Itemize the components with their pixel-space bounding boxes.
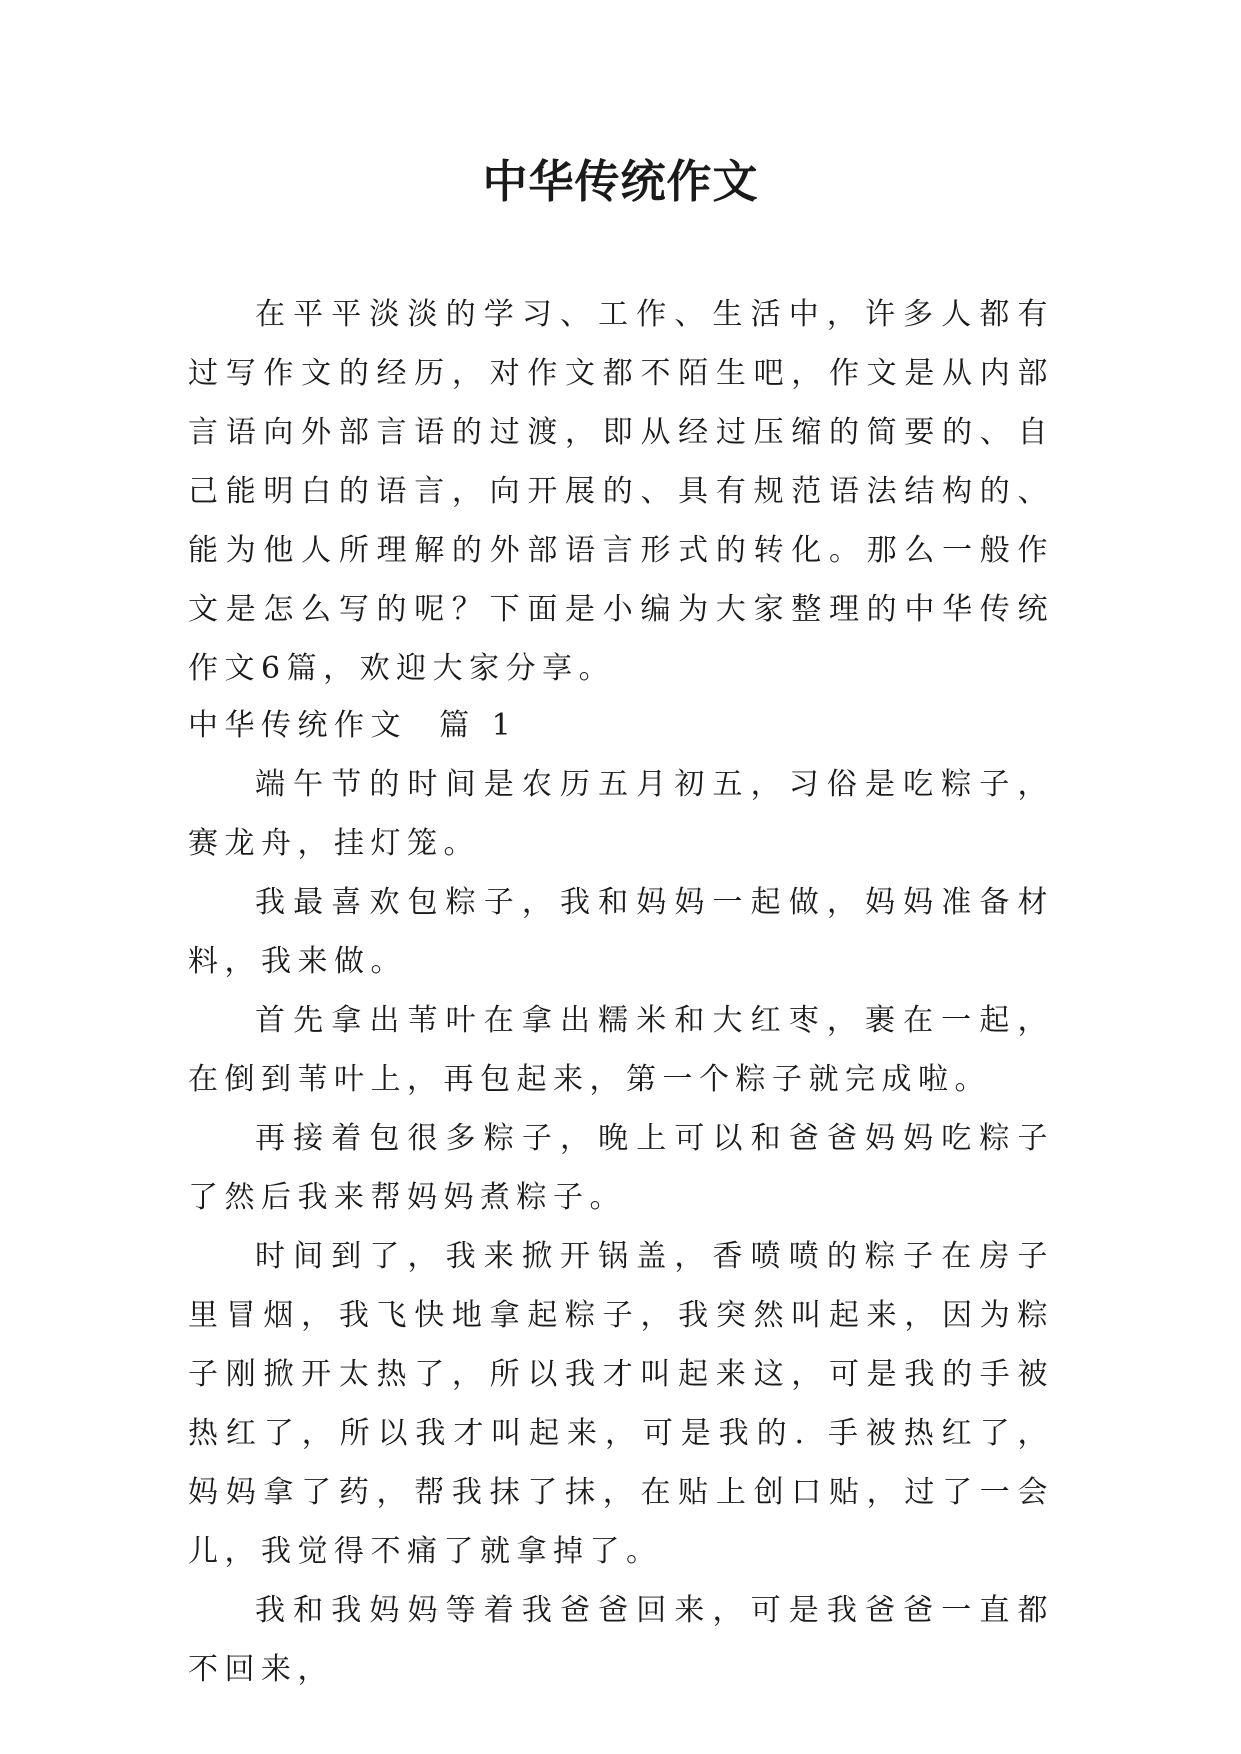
article-paragraph: 时间到了，我来掀开锅盖，香喷喷的粽子在房子里冒烟，我飞快地拿起粽子，我突然叫起来，因为粽子刚掀开太热了，所以我才叫起来这，可是我的手被热红了，所以我才叫起来，可是我的. 手被热红了，妈妈拿了药，帮我抹了抹，在贴上创口贴，过了一会儿，我觉得不痛了就拿掉了。 xyxy=(188,1239,1054,1569)
section-heading: 中华传统作文 篇 1 xyxy=(188,708,518,743)
article-paragraph: 再接着包很多粽子，晚上可以和爸爸妈妈吃粽子了然后我来帮妈妈煮粽子。 xyxy=(188,1121,1054,1215)
article-section xyxy=(188,696,1054,1699)
article-paragraph: 我和我妈妈等着我爸爸回来，可是我爸爸一直都不回来， xyxy=(188,1593,1054,1687)
article-paragraph: 我最喜欢包粽子，我和妈妈一起做，妈妈准备材料，我来做。 xyxy=(188,885,1054,979)
intro-paragraph: 在平平淡淡的学习、工作、生活中，许多人都有过写作文的经历，对作文都不陌生吧，作文是从内部言语向外部言语的过渡，即从经过压缩的简要的、自己能明白的语言，向开展的、具有规范语法结构的、能为他人所理解的外部语言形式的转化。那么一般作文是怎么写的呢？下面是小编为大家整理的中华传统作文6篇，欢迎大家分享。 xyxy=(188,297,1054,686)
document-title: 中华传统作文 xyxy=(482,155,759,208)
article-paragraph: 首先拿出苇叶在拿出糯米和大红枣，裹在一起，在倒到苇叶上，再包起来，第一个粽子就完成啦。 xyxy=(188,1003,1054,1097)
article-paragraph: 端午节的时间是农历五月初五，习俗是吃粽子，赛龙舟，挂灯笼。 xyxy=(188,767,1054,861)
intro-section xyxy=(188,285,1054,698)
